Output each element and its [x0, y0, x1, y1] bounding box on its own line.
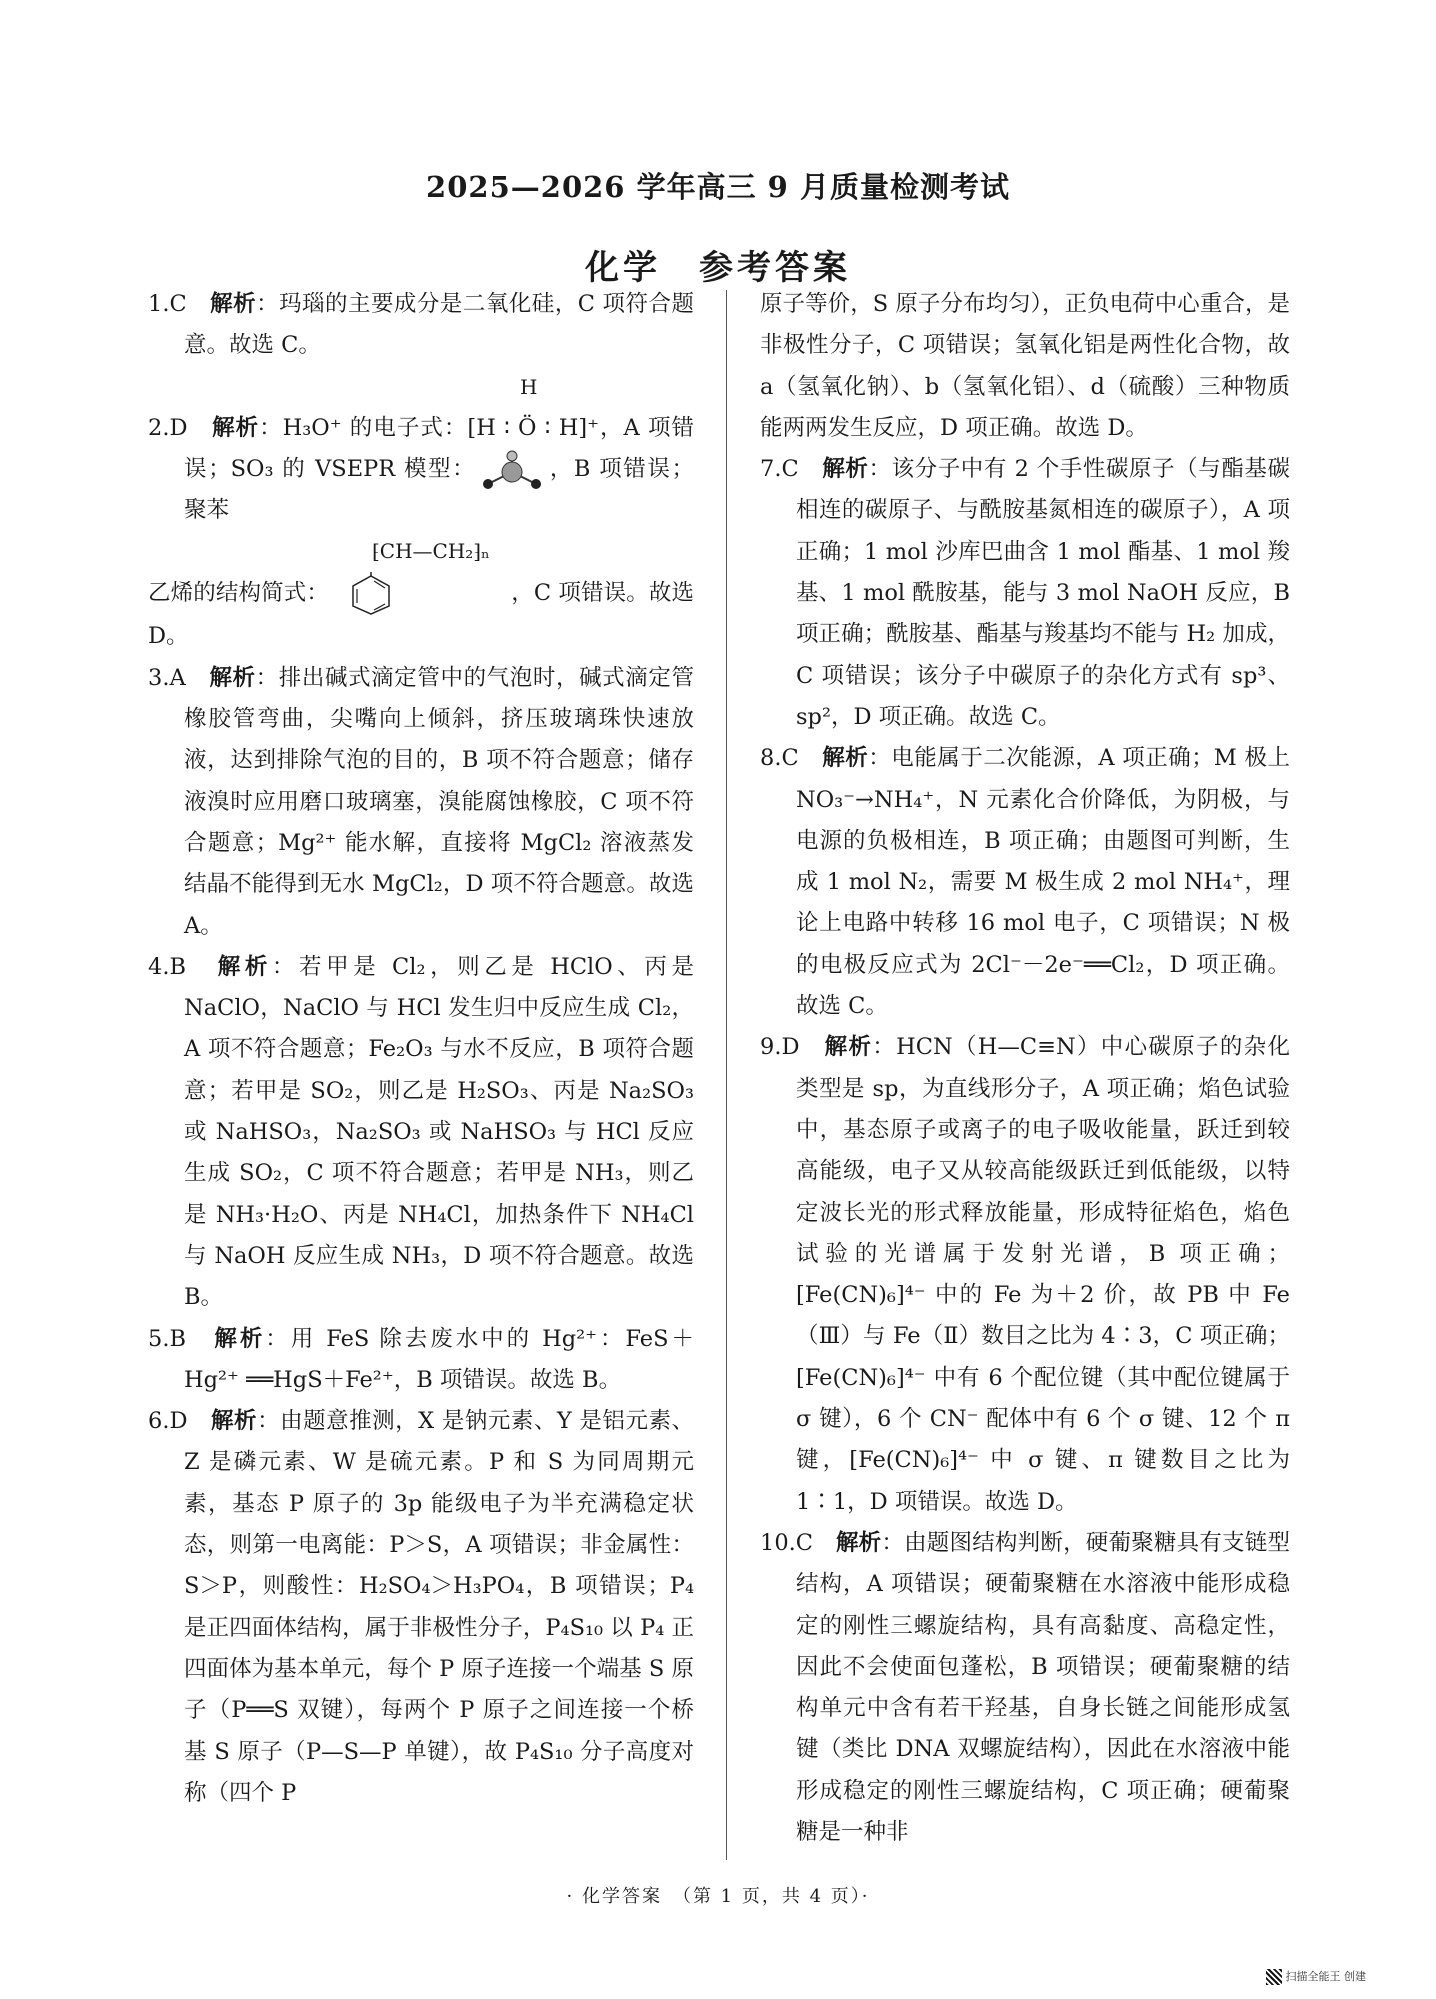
right-column: [760, 284, 1290, 1853]
answer-text: ：电能属于二次能源，A 项正确；M 极上 NO₃⁻→NH₄⁺，N 元素化合价降低，为阴极，与电源的负极相连，B 项正确；由题图可判断，生成 1 mol N₂，需要 M 极生成 2 mol NH₄⁺，理论上电路中转移 16 mol 电子，C 项错误；N 极的电极反应式为 2Cl⁻－2e⁻══Cl₂，D 项正确。故选 C。: [796, 745, 1290, 1020]
answer-text: ：H₃O⁺ 的电子式：[H ∶ Ö ∶ H]⁺，A 项错误；SO₃ 的 VSEPR 模型：: [184, 414, 694, 482]
answer-item-2: [148, 408, 694, 532]
analysis-tag: 解析: [835, 1529, 882, 1556]
analysis-tag: 解析: [212, 414, 260, 441]
answer-item-6-continued: 原子等价，S 原子分布均匀），正负电荷中心重合，是非极性分子，C 项错误；氢氧化铝是两性化合物，故 a（氢氧化钠）、b（氢氧化铝）、d（硫酸）三种物质能两两发生反应，D 项正确。故选 D。: [760, 291, 1290, 441]
answer-number: 7.C: [760, 456, 799, 483]
answer-text: ：排出碱式滴定管中的气泡时，碱式滴定管橡胶管弯曲，尖嘴向上倾斜，挤压玻璃珠快速放液，达到排除气泡的目的，B 项不符合题意；储存液溴时应用磨口玻璃塞，溴能腐蚀橡胶，C 项不符合题意；Mg²⁺ 能水解，直接将 MgCl₂ 溶液蒸发结晶不能得到无水 MgCl₂，D 项不符合题意。故选 A。: [184, 664, 694, 939]
answer-text: ：若甲是 Cl₂，则乙是 HClO、丙是 NaClO，NaClO 与 HCl 发生归中反应生成 Cl₂，A 项不符合题意；Fe₂O₃ 与水不反应，B 项符合题意；若甲是 SO₂，则乙是 H₂SO₃、丙是 Na₂SO₃ 或 NaHSO₃，Na₂SO₃ 或 NaHSO₃ 与 HCl 反应生成 SO₂，C 项不符合题意；若甲是 NH₃，则乙是 NH₃·H₂O、丙是 NH₄Cl，加热条件下 NH₄Cl 与 NaOH 反应生成 NH₃，D 项不符合题意。故选 B。: [184, 953, 694, 1311]
answer-text: ：该分子中有 2 个手性碳原子（与酯基碳相连的碳原子、与酰胺基氮相连的碳原子），A 项正确；1 mol 沙库巴曲含 1 mol 酯基、1 mol 羧基、1 mol 酰胺基，能与 3 mol NaOH 反应，B 项正确；酰胺基、酯基与羧基均不能与 H₂ 加成，C 项错误；该分子中碳原子的杂化方式有 sp³、sp²，D 项正确。故选 C。: [796, 456, 1290, 730]
answer-text: ：用 FeS 除去废水中的 Hg²⁺：FeS＋Hg²⁺ ══HgS＋Fe²⁺，B 项错误。故选 B。: [184, 1325, 694, 1393]
analysis-tag: 解析: [210, 291, 257, 317]
answer-number: 2.D: [148, 414, 188, 441]
analysis-tag: 解析: [217, 953, 272, 980]
answer-text: ：HCN（H—C≡N）中心碳原子的杂化类型是 sp，为直线形分子，A 项正确；焰色试验中，基态原子或离子的电子吸收能量，跃迁到较高能级，电子又从较高能级跃迁到低能级，以特定波长光的形式释放能量，形成特征焰色，焰色试验的光谱属于发射光谱，B 项正确；[Fe(CN)₆]⁴⁻ 中的 Fe 为＋2 价，故 PB 中 Fe（Ⅲ）与 Fe（Ⅱ）数目之比为 4∶3，C 项正确；[Fe(CN)₆]⁴⁻ 中有 6 个配位键（其中配位键属于 σ 键），6 个 CN⁻ 配体中有 6 个 σ 键、12 个 π 键，[Fe(CN)₆]⁴⁻ 中 σ 键、π 键数目之比为 1∶1，D 项错误。故选 D。: [796, 1034, 1290, 1515]
analysis-tag: 解析: [214, 1325, 266, 1352]
analysis-tag: 解析: [211, 1408, 258, 1435]
answer-number: 4.B: [148, 953, 187, 980]
answer-text-mid: ，B 项错误；聚苯: [184, 455, 694, 524]
answer-number: 3.A: [148, 664, 186, 691]
answer-text: ：玛瑙的主要成分是二氧化硅，C 项符合题意。故选 C。: [184, 291, 694, 359]
analysis-tag: 解析: [209, 664, 256, 691]
answer-number: 10.C: [760, 1529, 813, 1556]
page-footer: · 化学答案 （第 1 页，共 4 页）·: [566, 1886, 870, 1907]
answer-number: 5.B: [148, 1325, 187, 1352]
so3-vsepr-model-icon: [476, 450, 548, 490]
scanner-watermark: 扫描全能王 创建: [1266, 1968, 1367, 1985]
left-column: [148, 284, 694, 1814]
answer-text: ：由题意推测，X 是钠元素、Y 是铝元素、Z 是磷元素、W 是硫元素。P 和 S 为同周期元素，基态 P 原子的 3p 能级电子为半充满稳定状态，则第一电离能：P＞S，A 项错误；非金属性：S＞P，则酸性：H₂SO₄＞H₃PO₄，B 项错误；P₄ 是正四面体结构，属于非极性分子，P₄S₁₀ 以 P₄ 正四面体为基本单元，每个 P 原子连接一个端基 S 原子（P══S 双键），每两个 P 原子之间连接一个桥基 S 原子（P—S—P 单键），故 P₄S₁₀ 分子高度对称（四个 P: [184, 1408, 694, 1806]
analysis-tag: 解析: [822, 456, 869, 483]
answer-item-6: [148, 1401, 694, 1814]
answer-item-8: [760, 738, 1290, 1027]
answer-item-1: [148, 284, 694, 367]
answer-item-3: [148, 658, 694, 947]
electron-formula-h-label: H: [520, 374, 538, 399]
answer-number: 6.D: [148, 1408, 188, 1435]
polystyrene-repeat-unit: ⁅CH—CH₂⁆ₙ: [372, 539, 490, 564]
analysis-tag: 解析: [824, 1034, 873, 1061]
answer-text: ：由题图结构判断，硬葡聚糖具有支链型结构，A 项错误；硬葡聚糖在水溶液中能形成稳定的刚性三螺旋结构，具有高黏度、高稳定性，因此不会使面包蓬松，B 项错误；硬葡聚糖的结构单元中含有若干羟基，自身长链之间能形成氢键（类比 DNA 双螺旋结构），因此在水溶液中能形成稳定的刚性三螺旋结构，C 项正确；硬葡聚糖是一种非: [796, 1529, 1290, 1845]
answer-item-2-continued: 乙烯的结构简式： ，C 项错误。故选 D。: [148, 572, 694, 657]
answer-item-9: [760, 1027, 1290, 1523]
answer-item-10: [760, 1523, 1290, 1853]
column-divider: [726, 290, 727, 1860]
analysis-tag: 解析: [822, 745, 869, 772]
page-subtitle: 化学 参考答案: [585, 248, 851, 288]
answer-number: 9.D: [760, 1034, 800, 1061]
answer-item-4: [148, 947, 694, 1319]
answer-number: 1.C: [148, 291, 187, 317]
answer-item-7: [760, 449, 1290, 738]
page-title: 2025—2026 学年高三 9 月质量检测考试: [426, 170, 1010, 204]
answer-item-5: [148, 1319, 694, 1402]
answer-number: 8.C: [760, 745, 799, 772]
qr-code-icon: [1266, 1969, 1282, 1985]
benzene-ring-icon: [341, 572, 401, 616]
